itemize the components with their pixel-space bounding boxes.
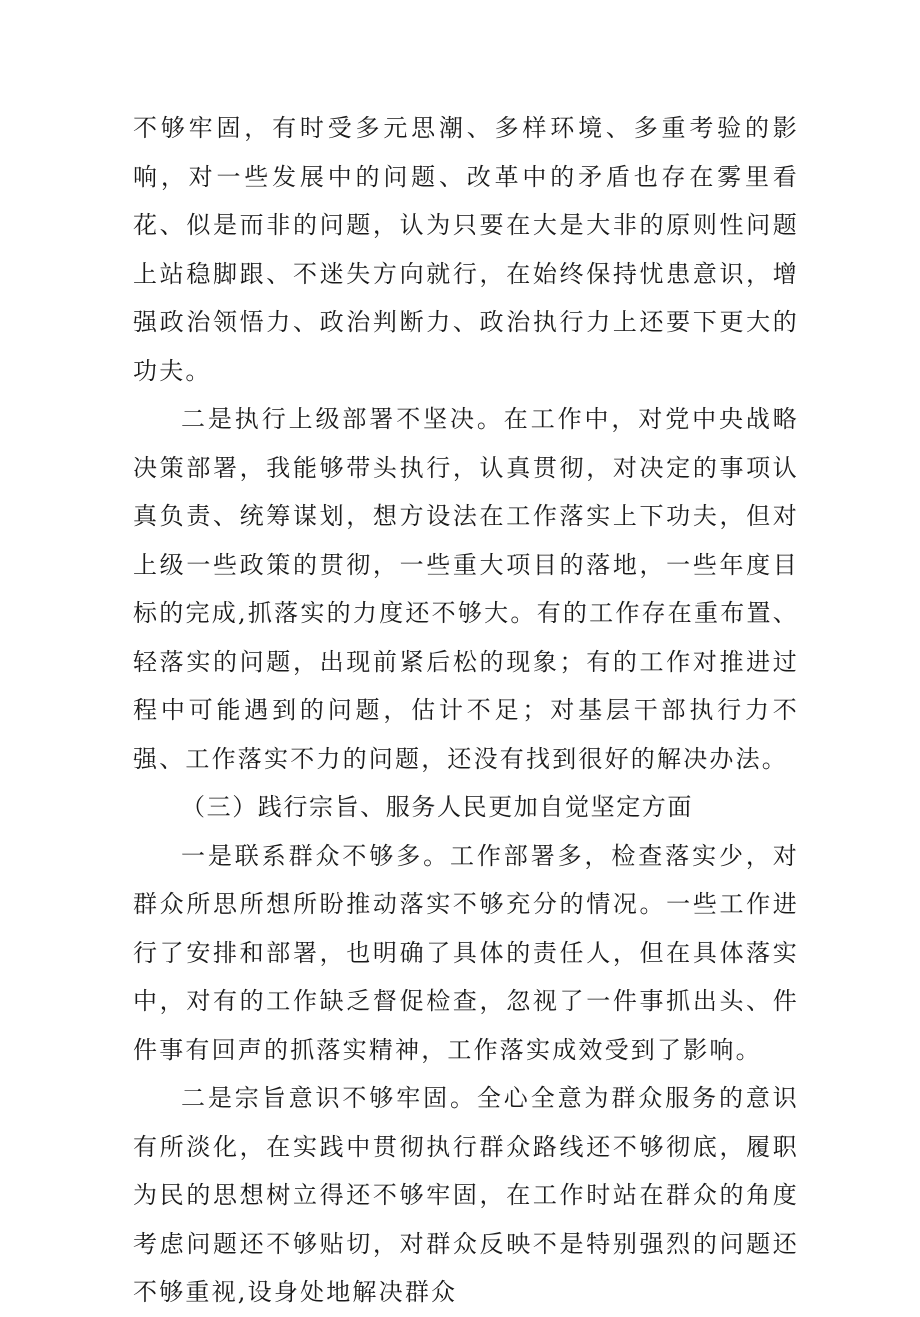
paragraph-purpose-awareness: 二是宗旨意识不够牢固。全心全意为群众服务的意识有所淡化，在实践中贯彻执行群众路线还不够彻底，履职为民的思想树立得还不够牢固，在工作时站在群众的角度考虑问题还不够贴切，对群众反映不是特别强烈的问题还不够重视,设身处地解决群众 — [133, 1084, 799, 1306]
section-heading: （三）践行宗旨、服务人民更加自觉坚定方面 — [181, 793, 693, 821]
paragraph-continuation: 不够牢固，有时受多元思潮、多样环境、多重考验的影响，对一些发展中的问题、改革中的矛盾也存在雾里看花、似是而非的问题，认为只要在大是大非的原则性问题上站稳脚跟、不迷失方向就行，在始终保持忧患意识，增强政治领悟力、政治判断力、政治执行力上还要下更大的功夫。 — [133, 114, 799, 385]
document-body — [133, 104, 799, 1317]
paragraph-contact-masses: 一是联系群众不够多。工作部署多，检查落实少，对群众所思所想所盼推动落实不够充分的情况。一些工作进行了安排和部署，也明确了具体的责任人，但在具体落实中，对有的工作缺乏督促检查，忽视了一件事抓出头、件件事有回声的抓落实精神，工作落实成效受到了影响。 — [133, 841, 799, 1064]
paragraph-execution-issue: 二是执行上级部署不坚决。在工作中，对党中央战略决策部署，我能够带头执行，认真贯彻，对决定的事项认真负责、统筹谋划，想方设法在工作落实上下功夫，但对上级一些政策的贯彻，一些重大项目的落地，一些年度目标的完成,抓落实的力度还不够大。有的工作存在重布置、轻落实的问题，出现前紧后松的现象；有的工作对推进过程中可能遇到的问题，估计不足；对基层干部执行力不强、工作落实不力的问题，还没有找到很好的解决办法。 — [133, 405, 799, 773]
